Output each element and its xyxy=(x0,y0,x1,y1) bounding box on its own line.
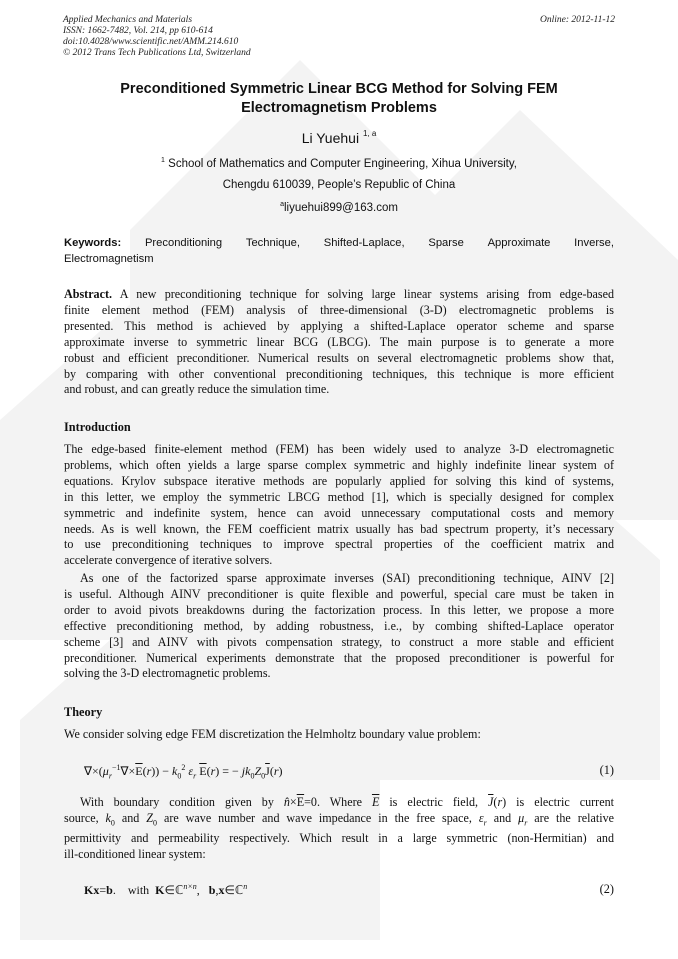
doi-line: doi:10.4028/www.scientific.net/AMM.214.610 xyxy=(63,37,239,47)
keyword-item: Inverse, xyxy=(574,237,614,249)
intro-line: solving the 3-D electromagnetic problems. xyxy=(64,666,271,681)
author-name: Li Yuehui xyxy=(301,130,360,146)
equation-2-with: with xyxy=(127,883,150,897)
theory-heading: Theory xyxy=(64,705,103,719)
equation-2-number: (2) xyxy=(599,882,614,896)
bc-line: With boundary condition given by $n̂\times\overline{E}=0$. Where $\overline{E}$ is electric field, $\overline{J}(r)$ is electric current xyxy=(80,795,614,809)
keywords-line-2: Electromagnetism xyxy=(64,253,154,265)
paper-title xyxy=(60,80,618,118)
equation-1-number: (1) xyxy=(599,763,614,777)
abstract-line: robust and efficient preconditioner. Numerical results on several electromagnetic problems show that, xyxy=(64,350,614,365)
equation-1 xyxy=(84,763,614,780)
journal-name: Applied Mechanics and Materials xyxy=(63,15,193,25)
keyword-item: Preconditioning xyxy=(144,237,223,249)
keywords-label: Keywords: xyxy=(64,237,122,249)
bc-text: is electric current xyxy=(516,795,614,809)
abstract-line: presented. This method is achieved by applying a shifted-Laplace operator scheme and sparse xyxy=(64,318,614,333)
affiliation-line-1 xyxy=(0,157,678,170)
intro-line: effective preconditioning method, by adding robustness, i.e., by combing shifted-Laplace operator xyxy=(64,618,614,633)
abstract-line: approximate inverse to symmetric linear BCG (LBCG). The main purpose is to generate a more xyxy=(64,334,614,349)
copyright-line: © 2012 Trans Tech Publications Ltd, Switzerland xyxy=(63,48,251,58)
title-line-1: Preconditioned Symmetric Linear BCG Method for Solving FEM xyxy=(120,81,558,97)
boundary-condition-paragraph xyxy=(64,795,614,863)
intro-line: preconditioner. Numerical experiments demonstrate that the proposed preconditioner is powerful for xyxy=(64,650,614,665)
affiliation-superscript: 1 xyxy=(161,157,165,164)
abstract-line-1 xyxy=(64,287,614,303)
intro-line: equations. Krylov subspace iterative methods are popularly applied for solving this kind of systems, xyxy=(64,473,614,488)
bc-line: ill-conditioned linear system: xyxy=(64,847,206,862)
intro-line: accelerate convergence of iterative solvers. xyxy=(64,553,273,568)
intro-line: As one of the factorized sparse approximate inverses (SAI) preconditioning technique, AINV [2] xyxy=(80,571,614,585)
keyword-item: Technique, xyxy=(245,237,300,249)
abstract-line: finite element method (FEM) analysis of three-dimensional (3-D) electromagnetic problems is xyxy=(64,302,614,317)
title-line-2: Electromagnetism Problems xyxy=(241,100,437,116)
keyword-item: Sparse xyxy=(428,237,464,249)
keyword-item: Shifted-Laplace, xyxy=(323,237,405,249)
author-superscript: 1, a xyxy=(362,129,377,138)
author-line xyxy=(0,129,678,146)
introduction-heading: Introduction xyxy=(64,420,131,434)
email-superscript: a xyxy=(280,201,284,208)
intro-line: symmetric and indefinite system, hence can avoid unnecessary computational costs and memory xyxy=(64,505,614,520)
theory-intro-line: We consider solving edge FEM discretization the Helmholtz boundary value problem: xyxy=(64,727,481,741)
intro-line: to use preconditioning techniques to improve spectral properties of the coefficient matrix and xyxy=(64,537,614,552)
intro-line: The edge-based finite-element method (FEM) has been widely used to analyze 3-D electromagnetic xyxy=(64,442,614,456)
intro-line: needs. As is well known, the FEM coefficient matrix usually has bad spectrum property, it’s necessary xyxy=(64,521,614,536)
intro-line: is useful. Although AINV preconditioner is quite flexible and powerful, special care must be taken in xyxy=(64,586,614,601)
bc-line: permittivity and permeability respectively. Which result in a large symmetric (non-Hermitian) and xyxy=(64,831,614,846)
keywords-block xyxy=(64,235,614,267)
bc-text: With boundary condition given by xyxy=(80,795,274,809)
intro-line: scheme [3] and AINV with pivots compensation strategy, to construct a more stable and efficient xyxy=(64,634,614,649)
intro-line: problems, which often yields a large sparse complex symmetric and highly indefinite linear system of xyxy=(64,457,614,472)
abstract-label: Abstract. xyxy=(64,287,113,301)
bc-text: . Where xyxy=(316,795,362,809)
equation-1-formula: $\nabla\times(\mu_r^{-1}\nabla\times\overline{E}(r)) - k_0^2$ $\varepsilon_r$ $\overline{E}(r)$ = − $jk_0Z_0\overline{J}(r)$ xyxy=(84,763,283,781)
theory-intro xyxy=(64,727,614,743)
bc-text: source, xyxy=(64,810,99,825)
intro-line: order to avoid pivots breakdowns during the factorization process. In this letter, we propose a more xyxy=(64,602,614,617)
abstract-line: by comparing with other conventional preconditioning techniques, this technique is more efficient xyxy=(64,366,614,381)
abstract-text: A new preconditioning technique for solving large linear systems arising from edge-based xyxy=(119,287,615,301)
email-address: liyuehui899@163.com xyxy=(283,202,398,214)
affiliation-email xyxy=(0,201,678,214)
abstract-block xyxy=(64,287,614,398)
bc-text: are wave number and wave impedance in the free space, xyxy=(163,810,472,825)
equation-2-formula: Kx=b. with K∈ℂ$^{n\times n}$, b,x∈ℂ$^n$ xyxy=(84,882,248,897)
abstract-line: and robust, and can greatly reduce the simulation time. xyxy=(64,382,330,397)
issn-line: ISSN: 1662-7482, Vol. 214, pp 610-614 xyxy=(63,26,213,36)
bc-line: source, $k_0$ and $Z_0$ are wave number and wave impedance in the free space, $\varepsilon_r$ and $\mu_r$ are the relative xyxy=(64,810,614,828)
introduction-paragraph-2 xyxy=(64,571,614,682)
intro-line: in this letter, we employ the symmetric LBCG method [1], which is specially designed for complex xyxy=(64,489,614,504)
bc-text: are the relative xyxy=(534,810,614,825)
introduction-paragraph-1 xyxy=(64,442,614,569)
affiliation-text-1: School of Mathematics and Computer Engineering, Xihua University, xyxy=(168,158,517,170)
affiliation-line-2: Chengdu 610039, People’s Republic of China xyxy=(222,179,456,191)
equation-2 xyxy=(84,882,614,898)
journal-header xyxy=(63,15,251,59)
bc-text: and xyxy=(493,810,512,825)
keyword-item: Approximate xyxy=(487,237,551,249)
online-date: Online: 2012-11-12 xyxy=(539,15,615,25)
bc-text: is electric field, xyxy=(389,795,479,809)
